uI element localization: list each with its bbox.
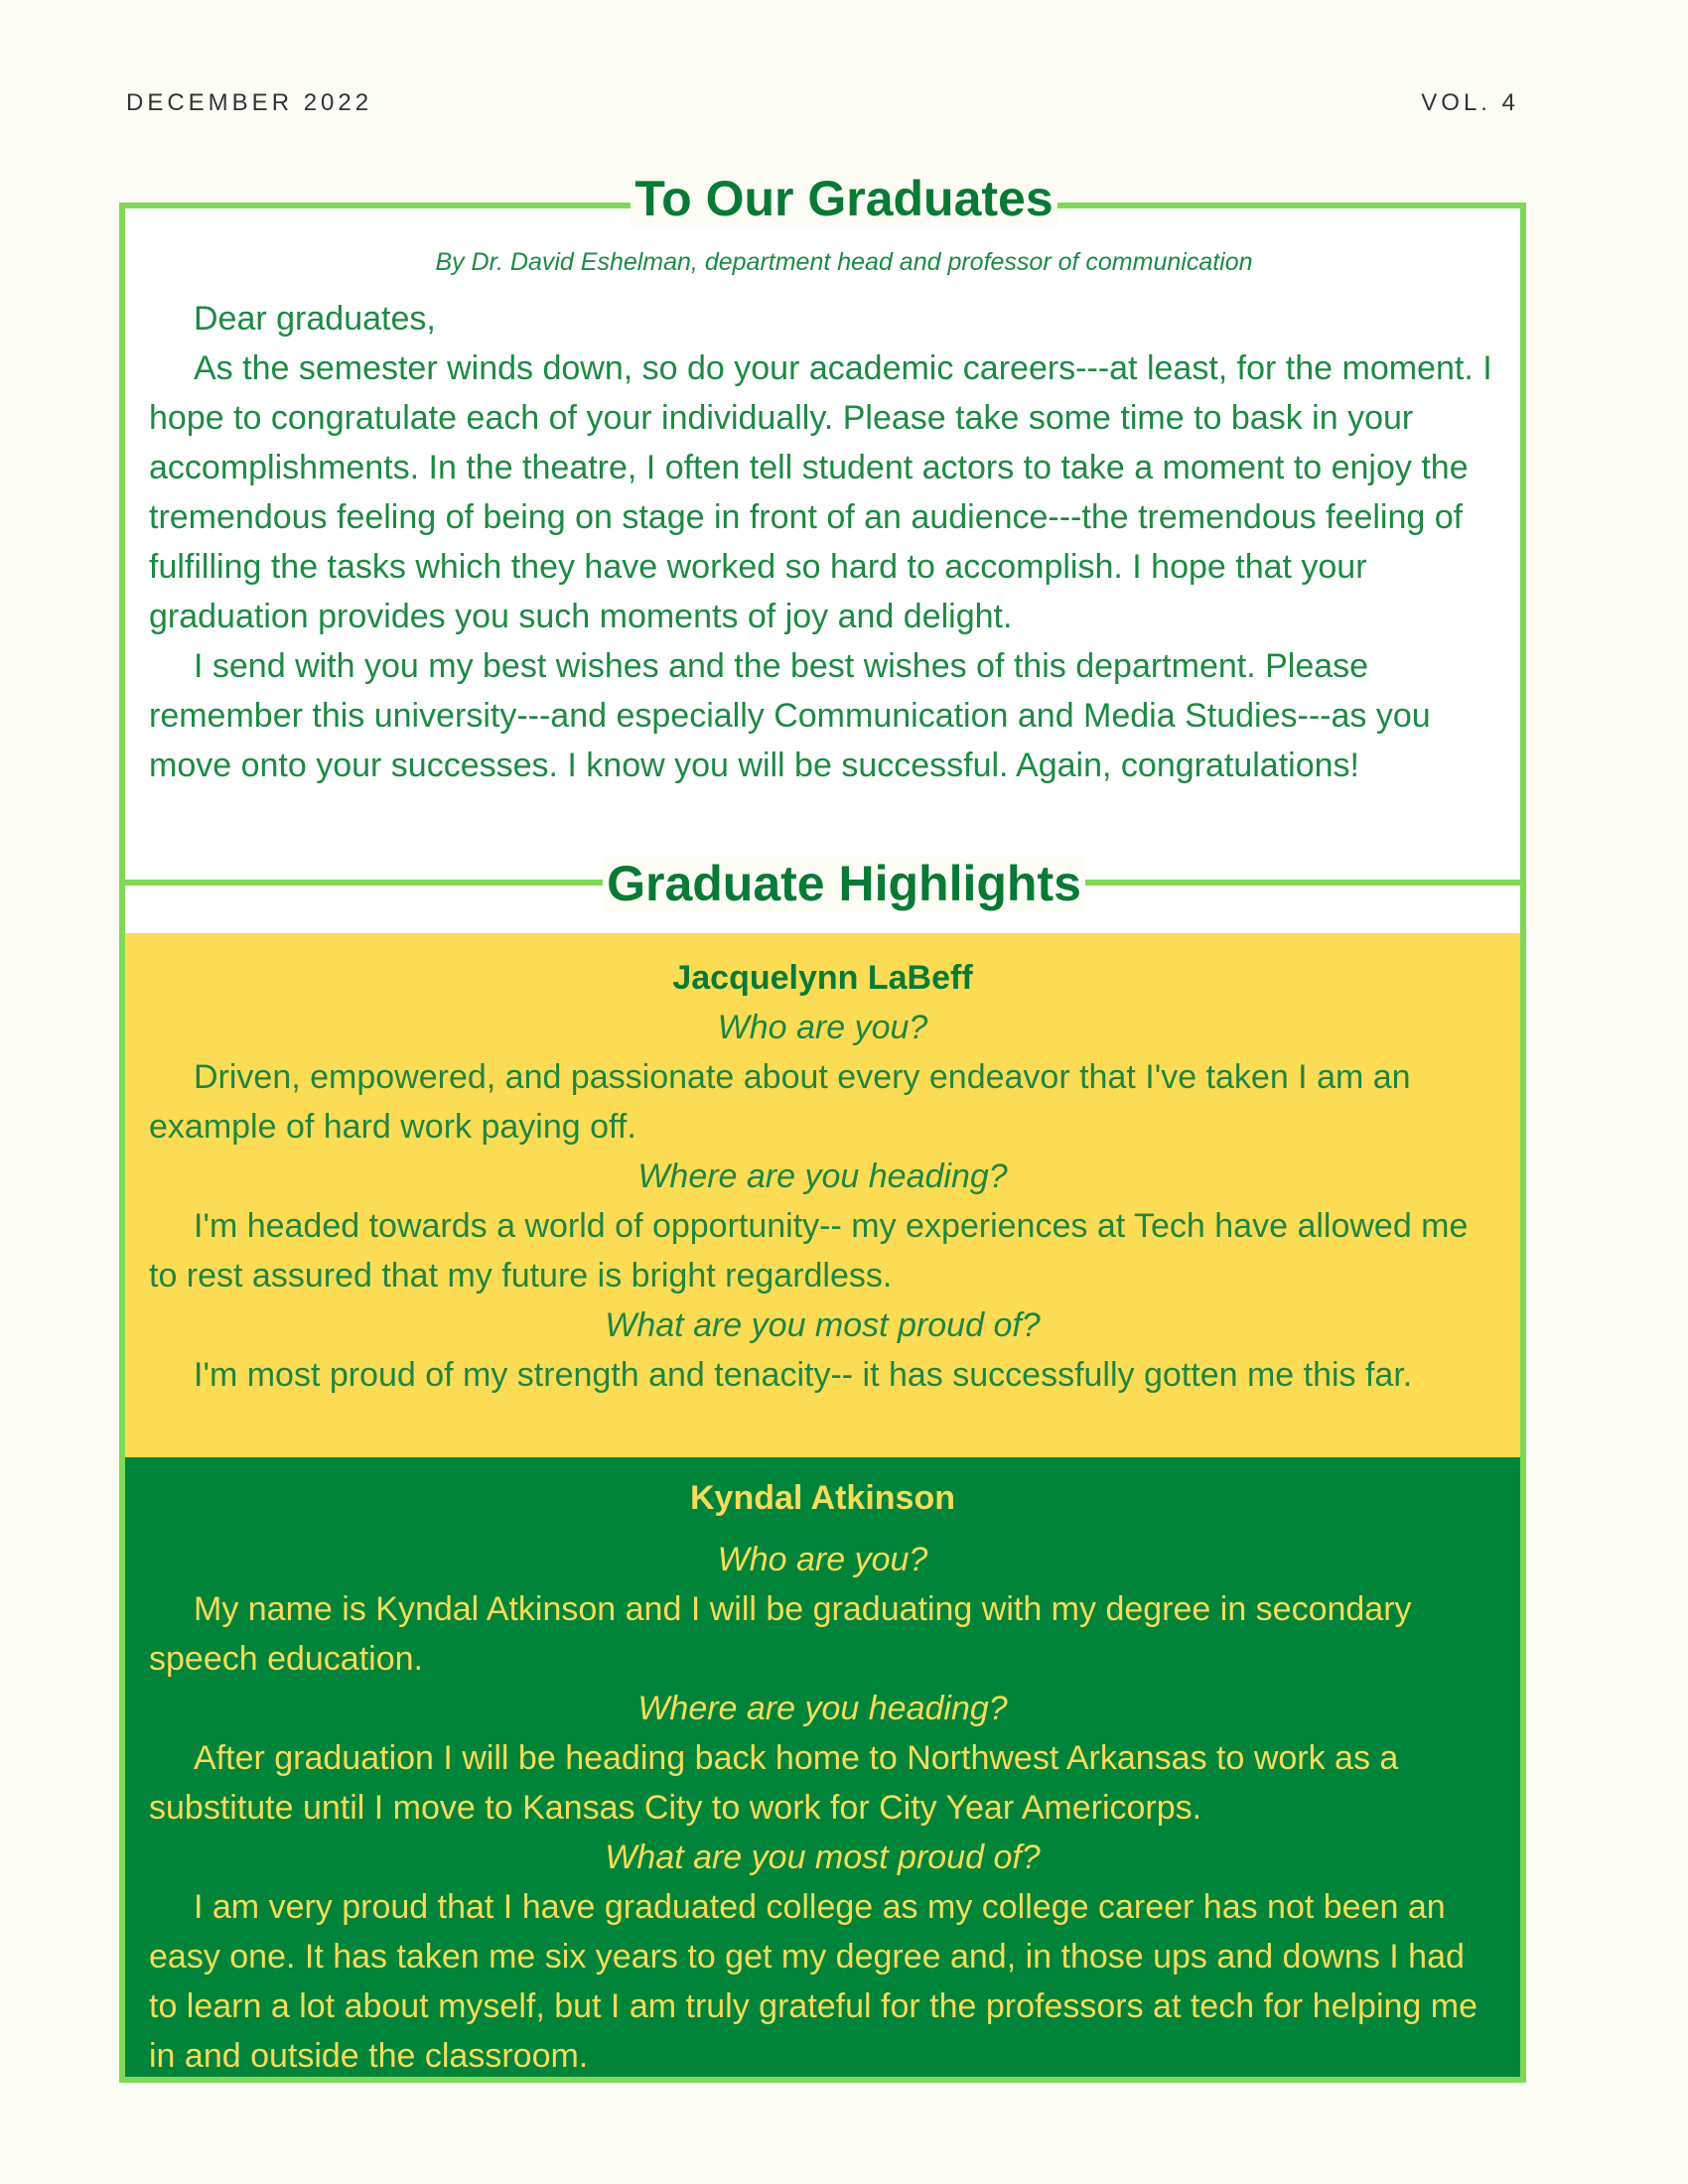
- graduate-name: Jacquelynn LaBeff: [672, 959, 973, 997]
- answer-who: Driven, empowered, and passionate about every endeavor that I've taken I am an example of hard work paying off.: [149, 1058, 1411, 1146]
- answer-proud: I'm most proud of my strength and tenacity-- it has successfully gotten me this far.: [194, 1356, 1413, 1394]
- letter-paragraph-2: I send with you my best wishes and the best wishes of this department. Please remember this university---and especially Communication and Media Studies---as you move onto your successes. I know you will be successful. Again, congratulations!: [149, 647, 1431, 784]
- letter-paragraph-1: As the semester winds down, so do your academic careers---at least, for the moment. I hope to congratulate each of your individually. Please take some time to bask in your accomplishments. In the theatre, I often tell student actors to take a moment to enjoy the tremendous feeling of being on stage in front of an audience---the tremendous feeling of fulfilling the tasks which they have worked so hard to accomplish. I hope that your graduation provides you such moments of joy and delight.: [149, 349, 1492, 635]
- question-who: Who are you?: [717, 1009, 928, 1046]
- answer-who: My name is Kyndal Atkinson and I will be graduating with my degree in secondary speech education.: [149, 1590, 1412, 1678]
- graduate-highlight-1: [125, 933, 1520, 1457]
- letter-body: [149, 294, 1509, 790]
- highlights-section-title: Graduate Highlights: [0, 854, 1688, 913]
- letter-greeting: Dear graduates,: [194, 300, 436, 338]
- question-heading: Where are you heading?: [637, 1690, 1008, 1727]
- question-heading: Where are you heading?: [637, 1158, 1008, 1195]
- question-proud: What are you most proud of?: [605, 1839, 1041, 1876]
- letter-byline: By Dr. David Eshelman, department head and professor of communication: [435, 248, 1253, 276]
- answer-heading: After graduation I will be heading back home to Northwest Arkansas to work as a substitute until I move to Kansas City to work for City Year Americorps.: [149, 1739, 1399, 1827]
- question-who: Who are you?: [717, 1541, 928, 1578]
- question-proud: What are you most proud of?: [605, 1306, 1041, 1344]
- graduate-name: Kyndal Atkinson: [690, 1479, 955, 1517]
- answer-heading: I'm headed towards a world of opportunity-- my experiences at Tech have allowed me to rest assured that my future is bright regardless.: [149, 1207, 1469, 1295]
- volume-number: VOL. 4: [1421, 89, 1519, 116]
- issue-date: DECEMBER 2022: [126, 89, 373, 116]
- graduate-highlight-2: [125, 1457, 1520, 2077]
- letter-section-title: To Our Graduates: [0, 169, 1688, 228]
- answer-proud: I am very proud that I have graduated college as my college career has not been an easy one. It has taken me six years to get my degree and, in those ups and downs I had to learn a lot about myself, but I am truly grateful for the professors at tech for helping me in and outside the classroom.: [149, 1888, 1478, 2075]
